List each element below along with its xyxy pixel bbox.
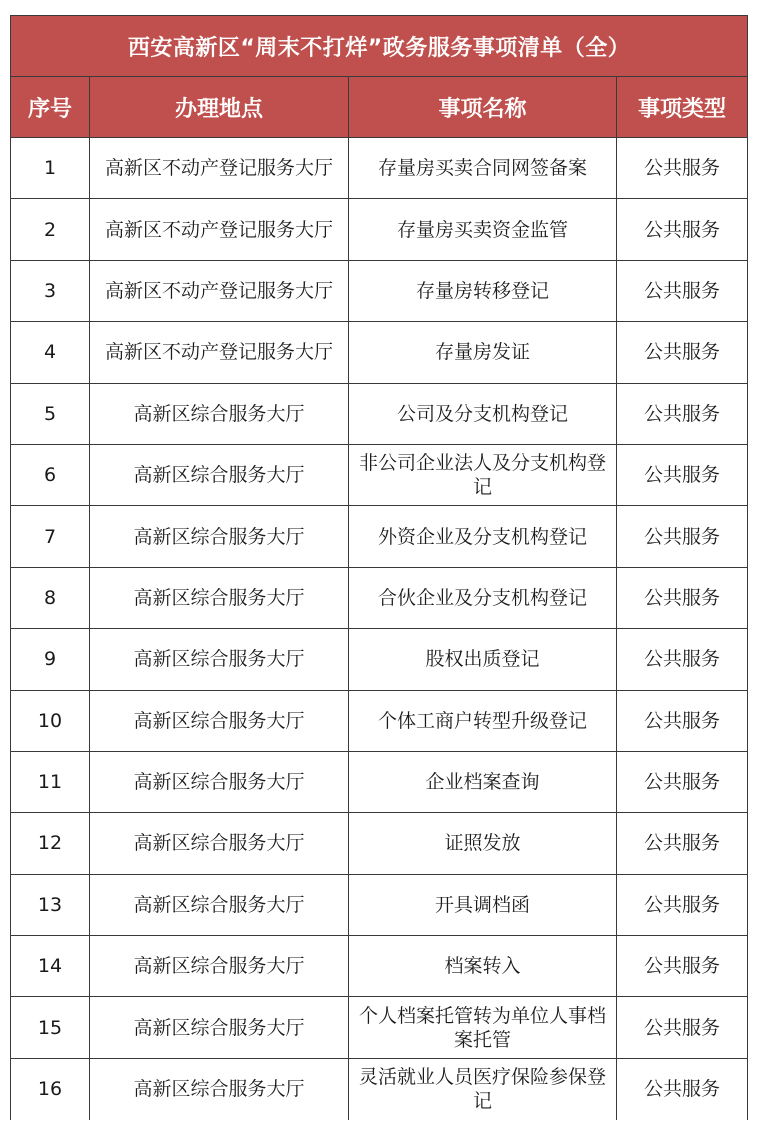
cell-no: 15 — [11, 997, 90, 1058]
cell-name: 企业档案查询 — [349, 751, 617, 812]
cell-place: 高新区综合服务大厅 — [90, 383, 349, 444]
cell-type: 公共服务 — [617, 1058, 748, 1119]
cell-no: 12 — [11, 813, 90, 874]
cell-type: 公共服务 — [617, 997, 748, 1058]
table-row — [11, 874, 748, 935]
table-row — [11, 751, 748, 812]
cell-name: 股权出质登记 — [349, 629, 617, 690]
cell-place: 高新区不动产登记服务大厅 — [90, 260, 349, 321]
service-list-sheet — [10, 15, 747, 1120]
cell-no: 13 — [11, 874, 90, 935]
cell-place: 高新区综合服务大厅 — [90, 997, 349, 1058]
cell-no: 16 — [11, 1058, 90, 1119]
cell-no: 10 — [11, 690, 90, 751]
cell-name: 非公司企业法人及分支机构登记 — [349, 444, 617, 505]
cell-name: 存量房买卖资金监管 — [349, 199, 617, 260]
cell-type: 公共服务 — [617, 629, 748, 690]
cell-place: 高新区不动产登记服务大厅 — [90, 199, 349, 260]
table-title: 西安高新区“周末不打烊”政务服务事项清单（全） — [11, 16, 748, 77]
cell-place: 高新区综合服务大厅 — [90, 874, 349, 935]
cell-name: 外资企业及分支机构登记 — [349, 506, 617, 567]
header-no: 序号 — [11, 77, 90, 138]
table-row — [11, 629, 748, 690]
table-row — [11, 444, 748, 505]
cell-no: 1 — [11, 138, 90, 199]
cell-type: 公共服务 — [617, 936, 748, 997]
cell-type: 公共服务 — [617, 138, 748, 199]
cell-place: 高新区综合服务大厅 — [90, 567, 349, 628]
table-row — [11, 199, 748, 260]
cell-no: 11 — [11, 751, 90, 812]
header-type: 事项类型 — [617, 77, 748, 138]
cell-type: 公共服务 — [617, 260, 748, 321]
cell-type: 公共服务 — [617, 813, 748, 874]
cell-name: 个人档案托管转为单位人事档案托管 — [349, 997, 617, 1058]
table-row — [11, 813, 748, 874]
header-name: 事项名称 — [349, 77, 617, 138]
cell-name: 开具调档函 — [349, 874, 617, 935]
table-row — [11, 690, 748, 751]
cell-place: 高新区综合服务大厅 — [90, 751, 349, 812]
cell-no: 3 — [11, 260, 90, 321]
table-row — [11, 567, 748, 628]
cell-no: 5 — [11, 383, 90, 444]
table-row — [11, 997, 748, 1058]
cell-name: 存量房发证 — [349, 322, 617, 383]
cell-place: 高新区综合服务大厅 — [90, 936, 349, 997]
cell-place: 高新区综合服务大厅 — [90, 813, 349, 874]
cell-place: 高新区不动产登记服务大厅 — [90, 138, 349, 199]
table-row — [11, 1058, 748, 1119]
cell-place: 高新区综合服务大厅 — [90, 690, 349, 751]
cell-type: 公共服务 — [617, 690, 748, 751]
cell-name: 存量房买卖合同网签备案 — [349, 138, 617, 199]
cell-type: 公共服务 — [617, 322, 748, 383]
cell-type: 公共服务 — [617, 874, 748, 935]
cell-type: 公共服务 — [617, 383, 748, 444]
cell-type: 公共服务 — [617, 506, 748, 567]
cell-name: 合伙企业及分支机构登记 — [349, 567, 617, 628]
cell-name: 个体工商户转型升级登记 — [349, 690, 617, 751]
cell-name: 灵活就业人员医疗保险参保登记 — [349, 1058, 617, 1119]
service-list-table — [10, 15, 748, 1120]
cell-no: 7 — [11, 506, 90, 567]
cell-name: 公司及分支机构登记 — [349, 383, 617, 444]
cell-name: 存量房转移登记 — [349, 260, 617, 321]
table-row — [11, 936, 748, 997]
cell-no: 14 — [11, 936, 90, 997]
table-row — [11, 260, 748, 321]
table-row — [11, 383, 748, 444]
title-row — [11, 16, 748, 77]
cell-no: 4 — [11, 322, 90, 383]
cell-type: 公共服务 — [617, 199, 748, 260]
cell-type: 公共服务 — [617, 444, 748, 505]
table-row — [11, 506, 748, 567]
cell-place: 高新区综合服务大厅 — [90, 444, 349, 505]
table-body — [11, 138, 748, 1120]
cell-name: 证照发放 — [349, 813, 617, 874]
cell-no: 2 — [11, 199, 90, 260]
cell-type: 公共服务 — [617, 567, 748, 628]
cell-name: 档案转入 — [349, 936, 617, 997]
cell-no: 8 — [11, 567, 90, 628]
cell-no: 6 — [11, 444, 90, 505]
cell-place: 高新区综合服务大厅 — [90, 1058, 349, 1119]
cell-place: 高新区综合服务大厅 — [90, 506, 349, 567]
cell-place: 高新区综合服务大厅 — [90, 629, 349, 690]
cell-place: 高新区不动产登记服务大厅 — [90, 322, 349, 383]
header-row — [11, 77, 748, 138]
table-row — [11, 138, 748, 199]
cell-no: 9 — [11, 629, 90, 690]
cell-type: 公共服务 — [617, 751, 748, 812]
table-row — [11, 322, 748, 383]
header-place: 办理地点 — [90, 77, 349, 138]
